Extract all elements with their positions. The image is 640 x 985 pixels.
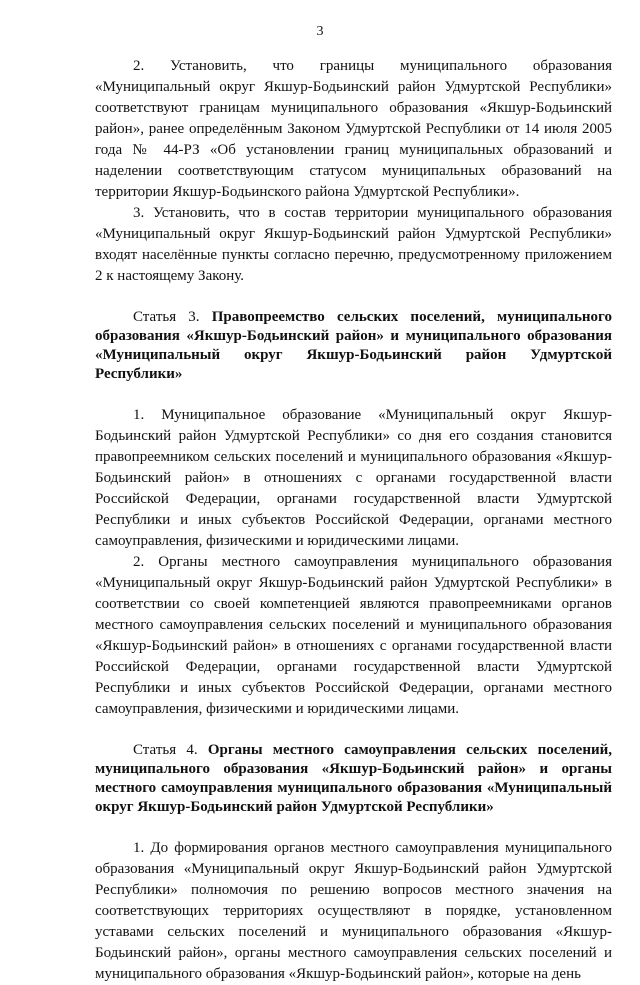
paragraph-2: 2. Установить, что границы муниципального образования «Муниципальный округ Якшур-Бодьинский район Удмуртской Республики» соответствуют границам муниципального образования «Якшур-Бодьинский район», ранее определённым Законом Удмуртской Республики от 14 июля 2005 года № 44-РЗ «Об установлении границ муниципальных образований и наделении соответствующим статусом муниципальных образований на территории Якшур-Бодьинского района Удмуртской Республики».: [95, 58, 612, 200]
article-3-paragraph-1: 1. Муниципальное образование «Муниципальный округ Якшур-Бодьинский район Удмуртской Республики» со дня его создания становится правопреемником сельских поселений и муниципального образования «Якшур-Бодьинский район» в отношениях с органами государственной власти Российской Федерации, органами государственной власти Удмуртской Республики и иных субъектов Российской Федерации, органами местного самоуправления, физическими и юридическими лицами.: [95, 407, 612, 549]
article-4-title: [95, 741, 612, 817]
article-3-number: Статья 3.: [133, 309, 200, 325]
article-3-title: [95, 308, 612, 384]
article-3-paragraph-2: 2. Органы местного самоуправления муниципального образования «Муниципальный округ Якшур-Бодьинский район Удмуртской Республики» в соответствии со своей компетенцией являются правопреемниками органов местного самоуправления сельских поселений и муниципального образования «Якшур-Бодьинский район» в отношениях с органами государственной власти Российской Федерации, органами государственной власти Удмуртской Республики и иных субъектов Российской Федерации, органами местного самоуправления, физическими и юридическими лицами.: [95, 554, 612, 717]
document-body: [95, 56, 612, 985]
article-4-number: Статья 4.: [133, 742, 198, 758]
paragraph-3: 3. Установить, что в состав территории муниципального образования «Муниципальный округ Якшур-Бодьинский район Удмуртской Республики» входят населённые пункты согласно перечню, предусмотренному приложением 2 к настоящему Закону.: [95, 205, 612, 284]
article-4-paragraph-1: 1. До формирования органов местного самоуправления муниципального образования «Муниципальный округ Якшур-Бодьинский район Удмуртской Республики» полномочия по решению вопросов местного значения на соответствующих территориях осуществляют в порядке, установленном уставами сельских поселений и муниципального образования «Якшур-Бодьинский район», органы местного самоуправления сельских поселений и муниципального образования «Якшур-Бодьинский район», которые на день: [95, 840, 612, 982]
page-number: 3: [316, 24, 324, 39]
article-3-heading: Правопреемство сельских поселений, муниципального образования «Якшур-Бодьинский район» и муниципального образования «Муниципальный округ Якшур-Бодьинский район Удмуртской Республики»: [95, 309, 612, 382]
article-4-heading: Органы местного самоуправления сельских поселений, муниципального образования «Якшур-Бодьинский район» и органы местного самоуправления муниципального образования «Муниципальный округ Якшур-Бодьинский район Удмуртской Республики»: [95, 742, 612, 815]
